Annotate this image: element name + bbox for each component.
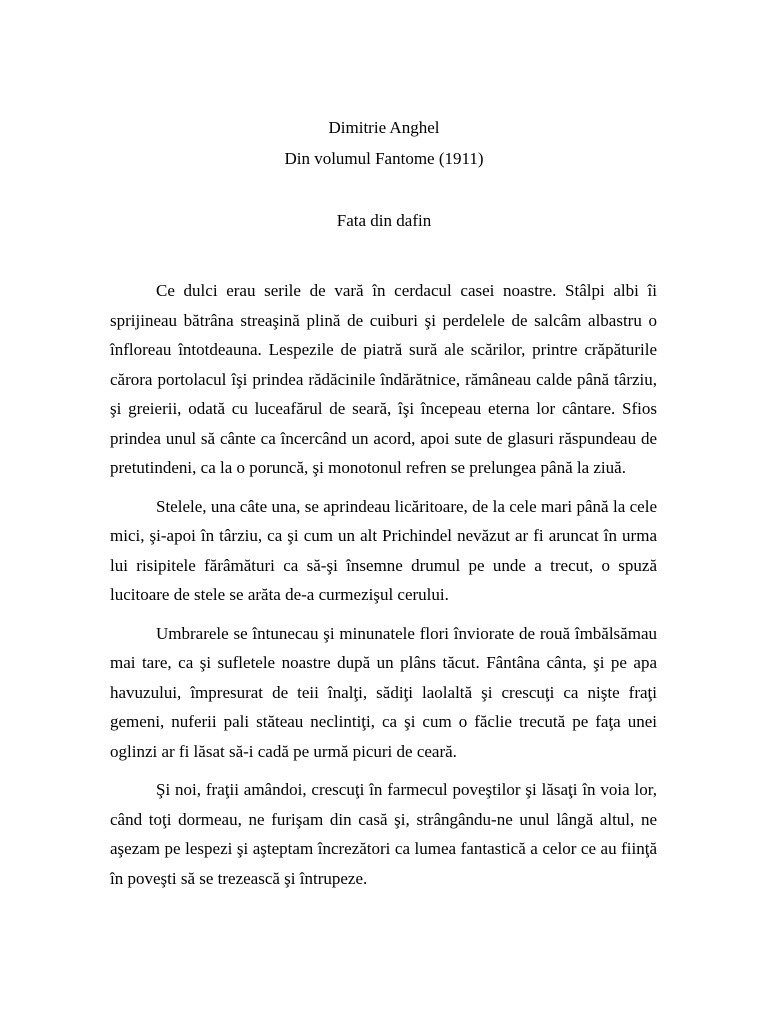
volume-subtitle: Din volumul Fantome (1911) <box>284 149 484 168</box>
story-title: Fata din dafin <box>336 211 432 230</box>
paragraph: Stelele, una câte una, se aprindeau licăritoare, de la cele mari până la cele mici, şi-apoi în târziu, ca şi cum un alt Prichindel nevăzut ar fi aruncat în urma lui risipitele fărâmături ca să-şi însemne drumul pe unde a trecut, o spuză lucitoare de stele se arăta de-a curmezişul cerului. <box>110 496 657 604</box>
paragraph: Umbrarele se întunecau şi minunatele flori înviorate de rouă îmbălsămau mai tare, ca şi sufletele noastre după un plâns tăcut. Fântâna cânta, şi pe apa havuzului, împresurat de teii înalţi, sădiţi laolaltă şi crescuţi ca nişte fraţi gemeni, nuferii pali stăteau neclintiţi, ca şi cum o făclie trecută pe faţa unei oglinzi ar fi lăsat să-i cadă pe urmă picuri de ceară. <box>110 623 657 761</box>
author-name: Dimitrie Anghel <box>328 118 440 137</box>
paragraph: Ce dulci erau serile de vară în cerdacul casei noastre. Stâlpi albi îi sprijineau bătrâna streaşină plină de cuiburi şi perdelele de salcâm albastru o înfloreau întotdeauna. Lespezile de piatră sură ale scărilor, printre crăpăturile cărora portolacul îşi prindea rădăcinile îndărătnice, rămâneau calde până târziu, şi greierii, odată cu luceafărul de seară, îşi începeau eterna lor cântare. Sfios prindea unul să cânte ca încercând un acord, apoi sute de glasuri răspundeau de pretutindeni, ca la o poruncă, şi monotonul refren se prelungea până la ziuă. <box>110 281 657 477</box>
paragraph: Şi noi, fraţii amândoi, crescuţi în farmecul poveştilor şi lăsaţi în voia lor, când toţi dormeau, ne furişam din casă şi, strângându-ne unul lângă altul, ne aşezam pe lespezi şi aşteptam încrezători ca lumea fantastică a celor ce au fiinţă în poveşti să se trezească şi întrupeze. <box>110 780 657 888</box>
story-body <box>110 276 657 902</box>
